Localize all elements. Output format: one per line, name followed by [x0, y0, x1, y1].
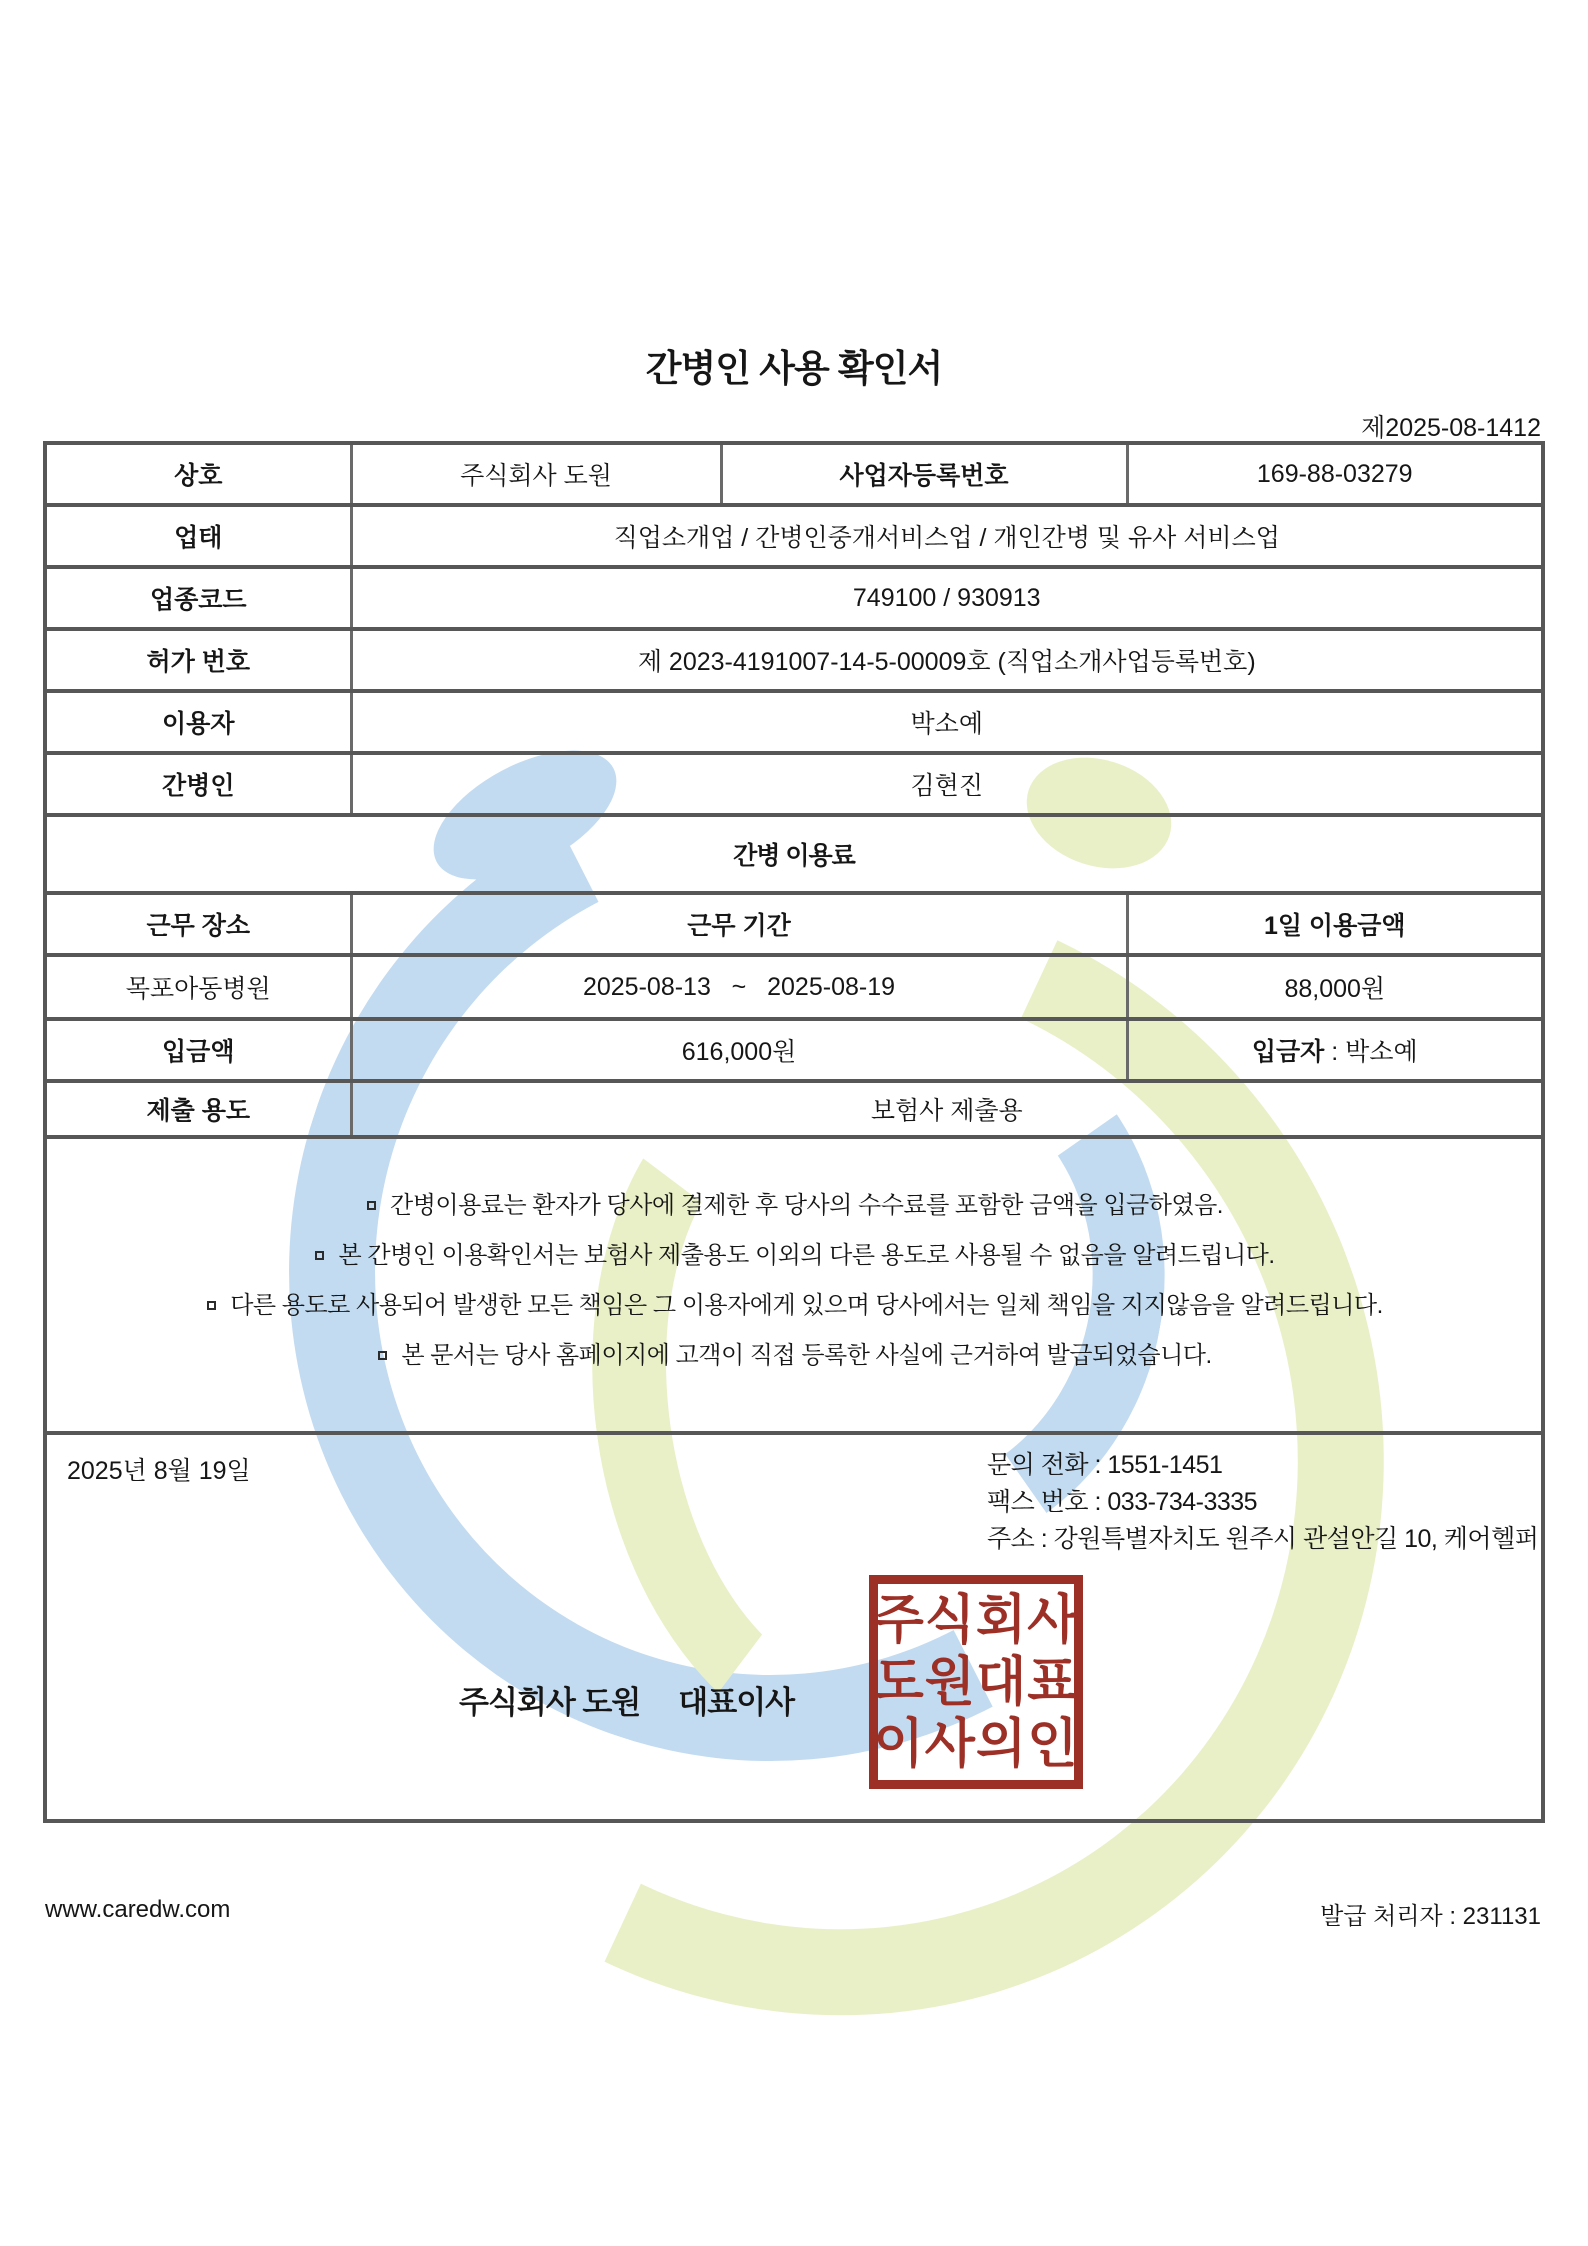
confirmation-table — [43, 441, 1545, 1823]
work-place-value: 목포아동병원 — [45, 955, 351, 1019]
work-period-text: 2025-08-13 ~ 2025-08-19 — [582, 972, 896, 1001]
work-period-value — [351, 955, 1127, 1019]
company-signature-line — [459, 1677, 794, 1722]
document-number: 제2025-08-1412 — [1361, 414, 1541, 442]
company-name: 주식회사 도원 — [459, 1685, 641, 1720]
note-text: 다른 용도로 사용되어 발생한 모든 책임은 그 이용자에게 있으며 당사에서는 일체 책임을 지지않음을 알려드립니다. — [230, 1292, 1383, 1319]
industry-code-value: 749100 / 930913 — [351, 567, 1543, 629]
note-item — [55, 1235, 1533, 1270]
ceo-title: 대표이사 — [678, 1685, 795, 1720]
issue-date: 2025년 8월 19일 — [67, 1457, 251, 1485]
business-number-value: 169-88-03279 — [1127, 443, 1543, 505]
table-row — [45, 567, 1543, 629]
table-row — [45, 629, 1543, 691]
work-period-header: 근무 기간 — [351, 893, 1127, 955]
deposit-label: 입금액 — [45, 1019, 351, 1081]
contact-phone: 문의 전화 : 1551-1451 — [987, 1451, 1223, 1479]
fee-section-title: 간병 이용료 — [45, 815, 1543, 893]
user-value: 박소예 — [351, 691, 1543, 753]
shop-value: 주식회사 도원 — [351, 443, 721, 505]
table-row — [45, 443, 1543, 505]
table-row — [45, 505, 1543, 567]
stamp-text-row: 도원대표 — [873, 1652, 1079, 1712]
caregiver-label: 간병인 — [45, 753, 351, 815]
daily-fee-value: 88,000원 — [1127, 955, 1543, 1019]
bullet-square-icon — [378, 1351, 387, 1360]
note-text: 간병이용료는 환자가 당사에 결제한 후 당사의 수수료를 포함한 금액을 입금하였음. — [390, 1192, 1223, 1219]
note-item — [55, 1285, 1533, 1320]
note-item — [55, 1335, 1533, 1370]
table-row — [45, 815, 1543, 893]
stamp-text-row: 주식회사 — [873, 1590, 1079, 1650]
depositor-label: 입금자 — [1251, 1038, 1325, 1066]
purpose-label: 제출 용도 — [45, 1081, 351, 1137]
note-text: 본 문서는 당사 홈페이지에 고객이 직접 등록한 사실에 근거하여 발급되었습니다. — [401, 1342, 1212, 1369]
table-row — [45, 691, 1543, 753]
work-place-header: 근무 장소 — [45, 893, 351, 955]
permit-number-value: 제 2023-4191007-14-5-00009호 (직업소개사업등록번호) — [351, 629, 1543, 691]
caregiver-value: 김현진 — [351, 753, 1543, 815]
bullet-square-icon — [315, 1251, 324, 1260]
contact-address: 주소 : 강원특별자치도 원주시 관설안길 10, 케어헬퍼 — [987, 1525, 1539, 1553]
table-row — [45, 1019, 1543, 1081]
business-number-label: 사업자등록번호 — [721, 443, 1127, 505]
table-row — [45, 1081, 1543, 1137]
table-row — [45, 1433, 1543, 1821]
website-url: www.caredw.com — [45, 1896, 231, 1923]
closing-cell — [45, 1433, 1543, 1821]
purpose-value: 보험사 제출용 — [351, 1081, 1543, 1137]
user-label: 이용자 — [45, 691, 351, 753]
permit-number-label: 허가 번호 — [45, 629, 351, 691]
table-row — [45, 893, 1543, 955]
depositor-name: : 박소예 — [1324, 1038, 1418, 1066]
bullet-square-icon — [207, 1301, 216, 1310]
deposit-value: 616,000원 — [351, 1019, 1127, 1081]
table-row — [45, 955, 1543, 1019]
daily-fee-header: 1일 이용금액 — [1127, 893, 1543, 955]
table-row — [45, 753, 1543, 815]
note-item — [55, 1185, 1533, 1220]
table-row — [45, 1137, 1543, 1433]
bullet-square-icon — [367, 1201, 376, 1210]
contact-block — [987, 1447, 1538, 1558]
note-text: 본 간병인 이용확인서는 보험사 제출용도 이외의 다른 용도로 사용될 수 없음을 알려드립니다. — [338, 1242, 1275, 1269]
issuer-id: 발급 처리자 : 231131 — [1320, 1903, 1541, 1930]
notes-cell — [45, 1137, 1543, 1433]
page-title: 간병인 사용 확인서 — [645, 348, 943, 389]
shop-label: 상호 — [45, 443, 351, 505]
contact-fax: 팩스 번호 : 033-734-3335 — [987, 1488, 1258, 1516]
depositor-value — [1127, 1019, 1543, 1081]
business-type-label: 업태 — [45, 505, 351, 567]
stamp-text-row: 이사의인 — [873, 1714, 1079, 1774]
industry-code-label: 업종코드 — [45, 567, 351, 629]
corporate-seal-stamp — [869, 1575, 1083, 1789]
business-type-value: 직업소개업 / 간병인중개서비스업 / 개인간병 및 유사 서비스업 — [351, 505, 1543, 567]
